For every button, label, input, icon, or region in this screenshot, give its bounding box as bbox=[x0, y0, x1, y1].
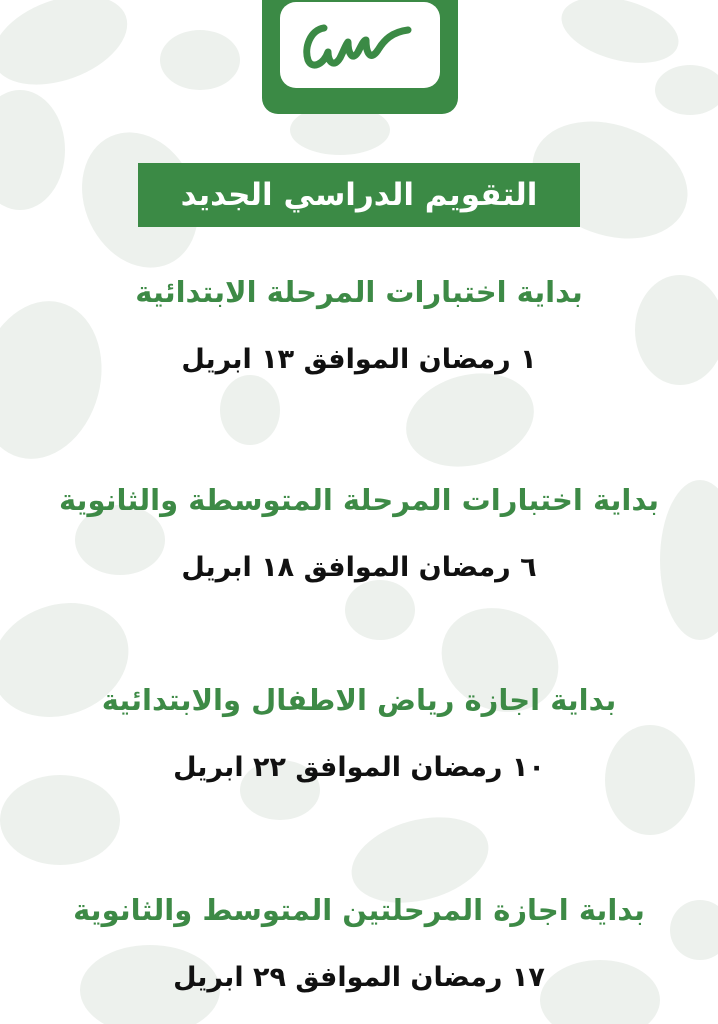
event-date: ١ رمضان الموافق ١٣ ابريل bbox=[181, 344, 537, 375]
bg-blob bbox=[220, 375, 280, 445]
logo bbox=[262, 0, 458, 114]
signature-logo-icon bbox=[298, 18, 422, 74]
event-title: بداية اجازة رياض الاطفال والابتدائية bbox=[101, 683, 617, 717]
page-title: التقويم الدراسي الجديد bbox=[138, 163, 580, 227]
event-title: بداية اختبارات المرحلة الابتدائية bbox=[135, 275, 583, 309]
bg-blob bbox=[0, 775, 120, 865]
event-date: ١٧ رمضان الموافق ٢٩ ابريل bbox=[173, 962, 545, 993]
calendar-event bbox=[0, 480, 718, 588]
bg-blob bbox=[0, 90, 65, 210]
event-title: بداية اختبارات المرحلة المتوسطة والثانوية bbox=[58, 483, 660, 517]
calendar-event bbox=[0, 272, 718, 380]
bg-blob bbox=[554, 0, 685, 75]
calendar-event bbox=[0, 680, 718, 788]
logo-inner bbox=[280, 2, 440, 88]
event-title: بداية اجازة المرحلتين المتوسط والثانوية bbox=[73, 893, 645, 927]
calendar-event bbox=[0, 890, 718, 998]
event-date: ٦ رمضان الموافق ١٨ ابريل bbox=[181, 552, 537, 583]
bg-blob bbox=[0, 0, 139, 102]
bg-blob bbox=[160, 30, 240, 90]
event-date: ١٠ رمضان الموافق ٢٢ ابريل bbox=[173, 752, 545, 783]
bg-blob bbox=[345, 580, 415, 640]
bg-blob bbox=[655, 65, 718, 115]
